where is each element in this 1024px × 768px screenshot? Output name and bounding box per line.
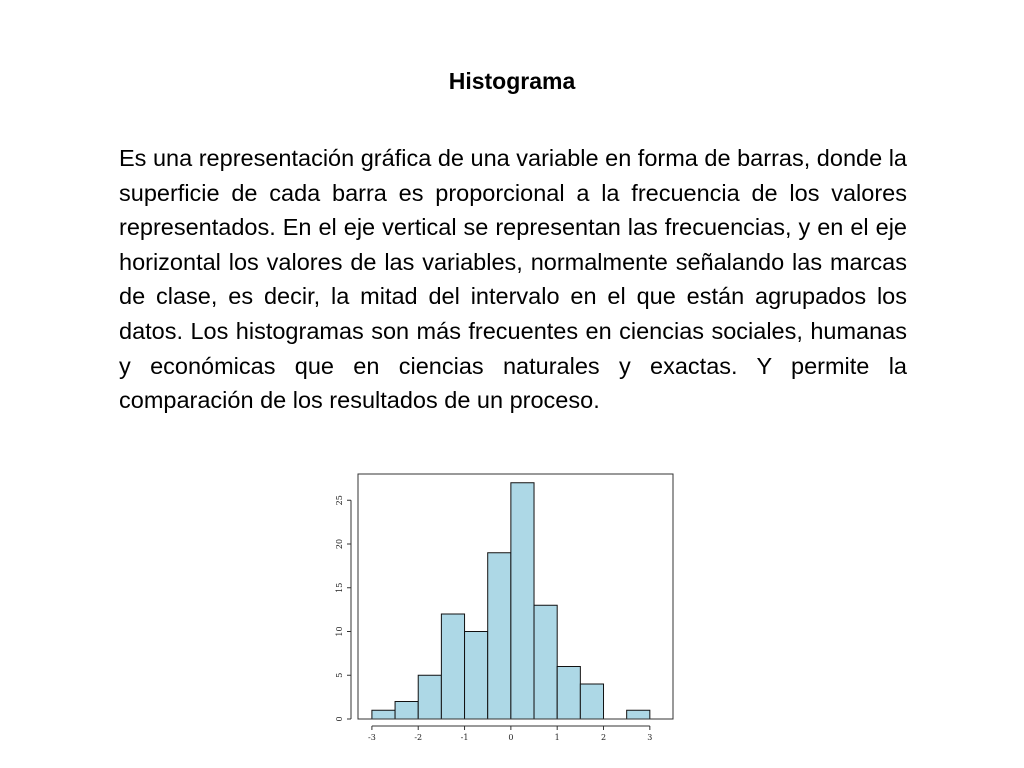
x-axis-tick-label: 2 (600, 733, 607, 742)
histogram-bar (441, 614, 464, 719)
histogram-bar (557, 667, 580, 720)
histogram-bar (627, 710, 650, 719)
histogram-bar (395, 702, 418, 720)
x-axis-tick-label: 1 (554, 733, 560, 742)
y-axis-tick-label: 20 (335, 538, 344, 550)
histogram-bar (511, 483, 534, 719)
x-axis-tick-label: 3 (647, 733, 653, 742)
slide-body-text: Es una representación gráfica de una variable en forma de barras, donde la superficie de cada barra es proporcional a la frecuencia de los valores representados. En el eje vertical se representan las frecuencias, y en el eje horizontal los valores de las variables, normalmente señalando las marcas de clase, es decir, la mitad del intervalo en el que están agrupados los datos. Los histogramas son más frecuentes en ciencias sociales, humanas y económicas que en ciencias naturales y exactas. Y permite la comparación de los resultados de un proceso. (119, 145, 907, 414)
slide-title: Histograma (448, 68, 576, 94)
histogram-bar (534, 605, 557, 719)
histogram-bar (580, 684, 603, 719)
x-axis-tick-label: -3 (367, 733, 376, 742)
y-axis-tick-label: 0 (335, 716, 344, 722)
histogram-bar (418, 675, 441, 719)
x-axis-tick-label: -2 (414, 733, 423, 742)
y-axis-tick-label: 15 (335, 582, 344, 593)
histogram-bar (465, 632, 488, 720)
histogram-bar (372, 710, 395, 719)
histogram-svg (330, 466, 680, 746)
x-axis-tick-label: 0 (508, 733, 514, 742)
histogram-chart (330, 466, 680, 746)
y-axis-tick-label: 5 (335, 672, 344, 678)
y-axis-tick-label: 10 (335, 626, 344, 637)
y-axis-tick-label: 25 (335, 495, 344, 506)
histogram-bar (488, 553, 511, 719)
x-axis-tick-label: -1 (460, 733, 469, 742)
